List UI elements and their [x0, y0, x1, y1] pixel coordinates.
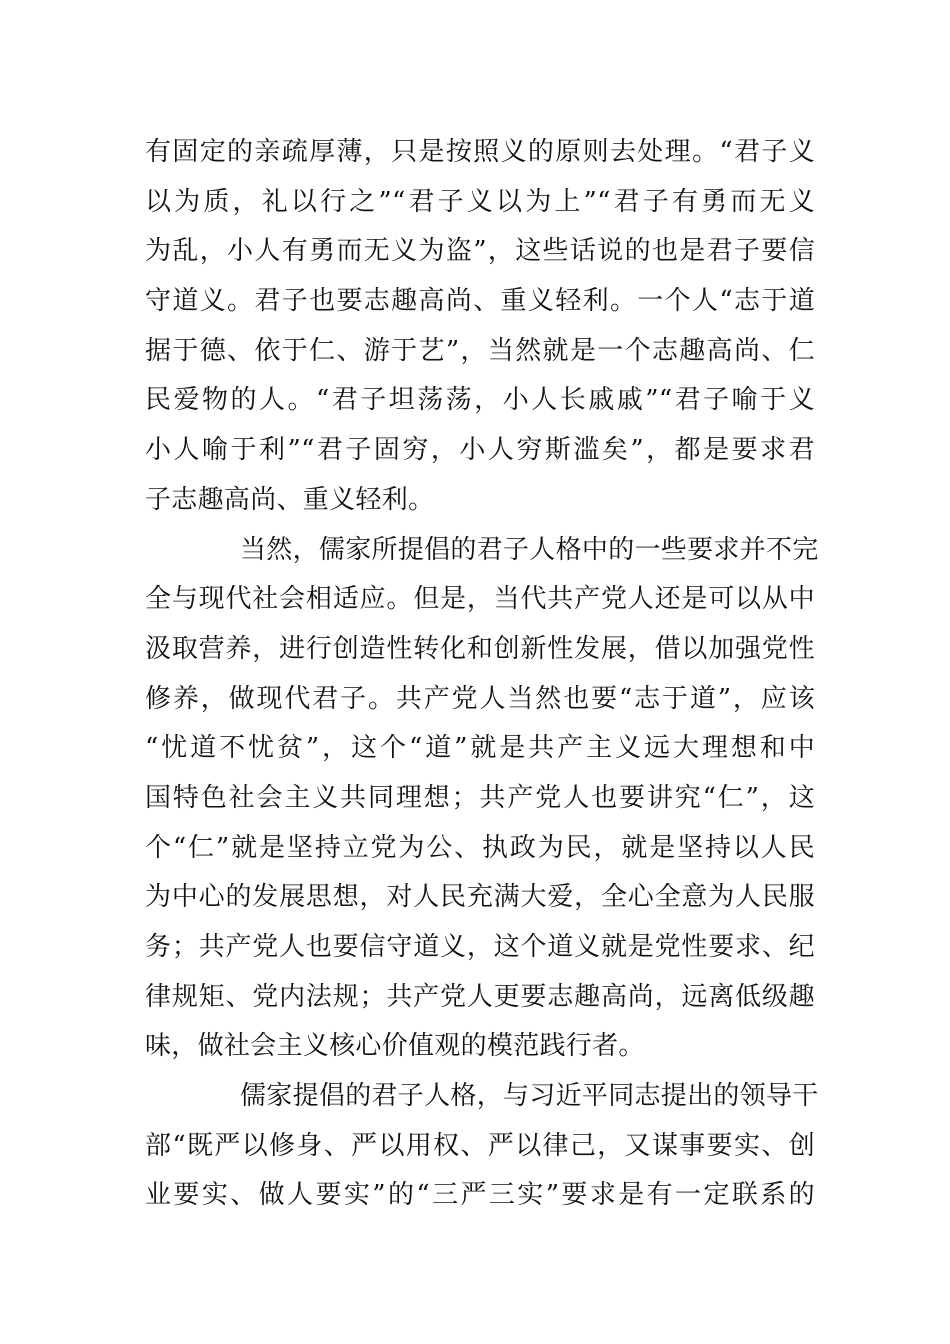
text-line: 当然，儒家所提倡的君子人格中的一些要求并不完: [240, 534, 819, 565]
paragraph-3: [145, 1072, 819, 1221]
text-line: 部“既严以修身、严以用权、严以律己，又谋事要实、创: [145, 1130, 815, 1161]
text-line: 律规矩、党内法规；共产党人更要志趣高尚，远离低级趣: [145, 981, 815, 1012]
text-line: 修养，做现代君子。共产党人当然也要“志于道”，应该: [145, 683, 815, 714]
text-line: 据于德、依于仁、游于艺”，当然就是一个志趣高尚、仁: [145, 335, 815, 366]
text-line: 儒家提倡的君子人格，与习近平同志提出的领导干: [240, 1081, 819, 1112]
text-line: 子志趣高尚、重义轻利。: [145, 484, 435, 515]
paragraph-2: [145, 526, 819, 1073]
text-line: “忧道不忧贫”，这个“道”就是共产主义远大理想和中: [145, 733, 815, 764]
text-line: 为乱，小人有勇而无义为盗”，这些话说的也是君子要信: [145, 236, 815, 267]
paragraph-1: [145, 128, 815, 526]
text-line: 以为质，礼以行之”“君子义以为上”“君子有勇而无义: [145, 186, 815, 217]
text-line: 民爱物的人。“君子坦荡荡，小人长戚戚”“君子喻于义: [145, 385, 815, 416]
text-line: 守道义。君子也要志趣高尚、重义轻利。一个人“志于道: [145, 286, 815, 317]
body-text: [145, 128, 819, 1221]
text-line: 务；共产党人也要信守道义，这个道义就是党性要求、纪: [145, 932, 815, 962]
text-line: 为中心的发展思想，对人民充满大爱，全心全意为人民服: [145, 882, 815, 913]
text-line: 全与现代社会相适应。但是，当代共产党人还是可以从中: [145, 584, 815, 615]
text-line: 业要实、做人要实”的“三严三实”要求是有一定联系的: [145, 1180, 815, 1211]
text-line: 小人喻于利”“君子固穷，小人穷斯滥矣”，都是要求君: [145, 435, 815, 466]
text-line: 味，做社会主义核心价值观的模范践行者。: [145, 1031, 645, 1062]
text-line: 国特色社会主义共同理想；共产党人也要讲究“仁”，这: [145, 782, 815, 813]
text-line: 个“仁”就是坚持立党为公、执政为民，就是坚持以人民: [145, 832, 815, 863]
text-line: 汲取营养，进行创造性转化和创新性发展，借以加强党性: [145, 633, 815, 664]
text-line: 有固定的亲疏厚薄，只是按照义的原则去处理。“君子义: [145, 137, 815, 167]
